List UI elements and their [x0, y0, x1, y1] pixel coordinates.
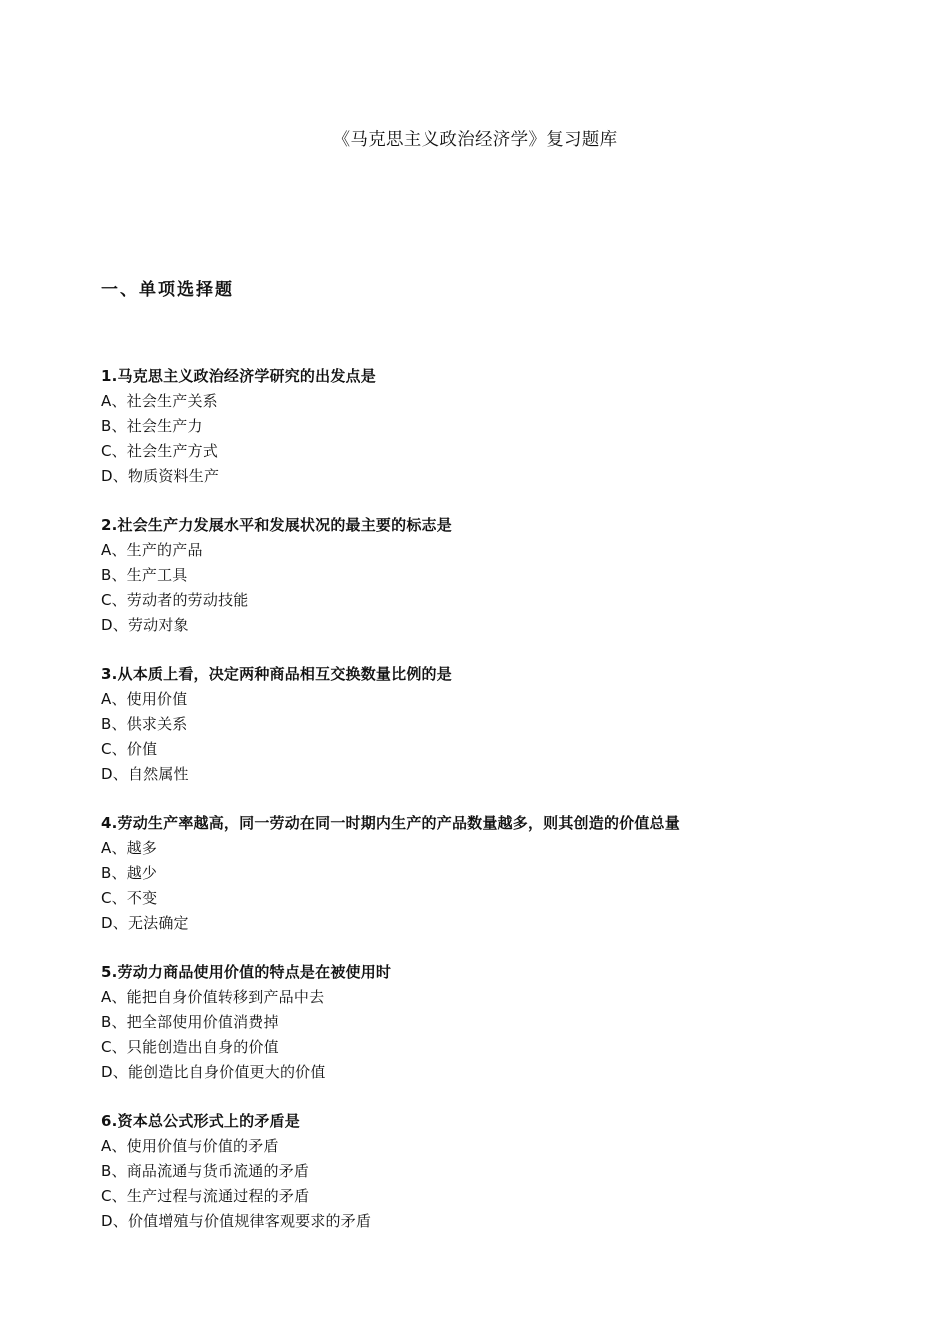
option-c: C、生产过程与流通过程的矛盾 [101, 1187, 310, 1205]
question-6 [101, 1109, 861, 1234]
question-1 [101, 364, 861, 489]
option-b: B、生产工具 [101, 566, 188, 584]
question-stem: 6.资本总公式形式上的矛盾是 [101, 1112, 300, 1130]
option-b: B、商品流通与货币流通的矛盾 [101, 1162, 310, 1180]
option-a: A、越多 [101, 839, 158, 857]
option-a: A、生产的产品 [101, 541, 203, 559]
option-b: B、社会生产力 [101, 417, 203, 435]
option-d: D、物质资料生产 [101, 467, 220, 485]
question-list [101, 364, 861, 1258]
option-c: C、只能创造出自身的价值 [101, 1038, 279, 1056]
option-d: D、劳动对象 [101, 616, 189, 634]
option-b: B、供求关系 [101, 715, 188, 733]
option-c: C、不变 [101, 889, 158, 907]
option-d: D、价值增殖与价值规律客观要求的矛盾 [101, 1212, 372, 1230]
section-heading: 一、单项选择题 [101, 280, 234, 300]
question-5 [101, 960, 861, 1085]
question-stem: 2.社会生产力发展水平和发展状况的最主要的标志是 [101, 516, 452, 534]
option-d: D、自然属性 [101, 765, 189, 783]
question-stem: 5.劳动力商品使用价值的特点是在被使用时 [101, 963, 392, 981]
option-a: A、使用价值与价值的矛盾 [101, 1137, 279, 1155]
option-b: B、越少 [101, 864, 158, 882]
option-b: B、把全部使用价值消费掉 [101, 1013, 279, 1031]
question-2 [101, 513, 861, 638]
option-a: A、能把自身价值转移到产品中去 [101, 988, 325, 1006]
question-4 [101, 811, 861, 936]
option-d: D、能创造比自身价值更大的价值 [101, 1063, 326, 1081]
option-c: C、劳动者的劳动技能 [101, 591, 249, 609]
document-title: 《马克思主义政治经济学》复习题库 [332, 130, 618, 150]
option-a: A、使用价值 [101, 690, 188, 708]
question-3 [101, 662, 861, 787]
option-c: C、社会生产方式 [101, 442, 219, 460]
question-stem: 1.马克思主义政治经济学研究的出发点是 [101, 367, 376, 385]
question-stem: 4.劳动生产率越高，同一劳动在同一时期内生产的产品数量越多，则其创造的价值总量 [101, 814, 680, 832]
option-c: C、价值 [101, 740, 158, 758]
option-a: A、社会生产关系 [101, 392, 218, 410]
question-stem: 3.从本质上看，决定两种商品相互交换数量比例的是 [101, 665, 452, 683]
option-d: D、无法确定 [101, 914, 189, 932]
